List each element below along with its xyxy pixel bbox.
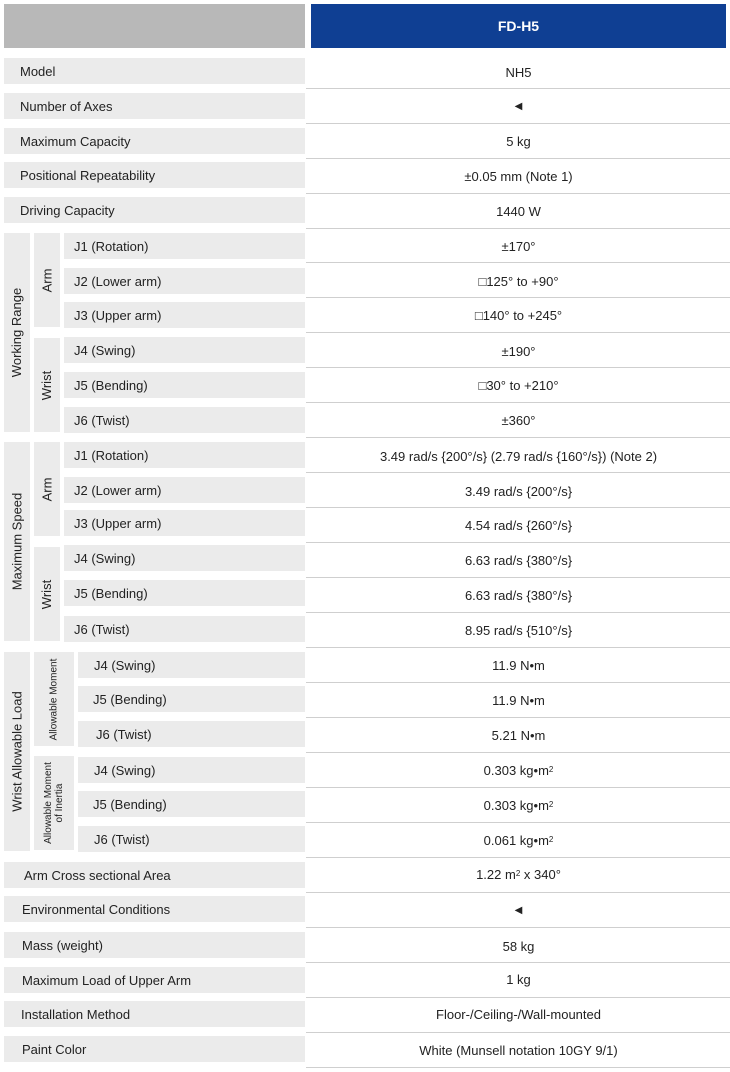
divider [306,822,730,823]
divider [306,297,730,298]
divider [306,158,730,159]
working-range-j5: □30° to +210° [478,377,559,393]
divider [306,927,730,928]
divider [306,997,730,998]
subgroup-allowable-moment-of-inertia: Allowable Moment of Inertia [34,756,74,850]
maximum-speed-j4: 6.63 rad/s {380°/s} [464,552,573,568]
row-value-paint-color: White (Munsell notation 10GY 9/1) [419,1042,618,1058]
axis-label-j5: J5 (Bending) [64,372,305,398]
working-range-j6: ±360° [501,412,536,428]
model-column-header: FD-H5 [311,4,726,48]
divider [306,577,730,578]
axis-label-j6: J6 (Twist) [64,616,305,642]
axis-label-j6: J6 (Twist) [78,826,305,852]
allowable-moment-j5: 11.9 N•m [492,692,545,708]
divider [306,612,730,613]
axis-label-j4: J4 (Swing) [64,545,305,571]
axis-label-j2: J2 (Lower arm) [64,268,305,294]
inertia-j4: 0.303 kg•m 2 [483,762,554,778]
inertia-j6: 0.061 kg•m 2 [483,832,554,848]
working-range-j3: □140° to +245° [474,307,563,323]
row-label-positional-repeatability: Positional Repeatability [4,162,305,188]
divider [306,682,730,683]
axis-label-j5: J5 (Bending) [78,791,305,817]
group-working-range: Working Range [4,233,30,432]
row-label-mass: Mass (weight) [4,932,305,958]
row-value-maximum-capacity: 5 kg [506,133,531,149]
working-range-j2: □125° to +90° [478,273,559,289]
maximum-speed-j2: 3.49 rad/s {200°/s} [464,483,573,499]
axis-label-j3: J3 (Upper arm) [64,302,305,328]
maximum-speed-j1: 3.49 rad/s {200°/s} (2.79 rad/s {160°/s}) (Note 2) [379,448,658,464]
header-label-cell [4,4,305,48]
subgroup-arm: Arm [34,442,60,536]
row-label-installation-method: Installation Method [4,1001,305,1027]
row-value-number-of-axes: ◀ [514,100,523,112]
axis-label-j4: J4 (Swing) [64,337,305,363]
row-label-maximum-capacity: Maximum Capacity [4,128,305,154]
row-value-positional-repeatability: ±0.05 mm (Note 1) [464,168,573,184]
divider [306,193,730,194]
subgroup-arm: Arm [34,233,60,327]
inertia-j5: 0.303 kg•m 2 [483,797,554,813]
allowable-moment-j4: 11.9 N•m [492,657,545,673]
row-label-driving-capacity: Driving Capacity [4,197,305,223]
divider [306,752,730,753]
divider [306,1067,730,1068]
subgroup-wrist: Wrist [34,547,60,641]
row-label-number-of-axes: Number of Axes [4,93,305,119]
divider [306,437,730,438]
row-label-arm-cross-sectional-area: Arm Cross sectional Area [4,862,305,888]
row-value-environmental-conditions: ◀ [514,904,523,916]
group-maximum-speed: Maximum Speed [4,442,30,641]
subgroup-wrist: Wrist [34,338,60,432]
axis-label-j6: J6 (Twist) [64,407,305,433]
maximum-speed-j5: 6.63 rad/s {380°/s} [464,587,573,603]
divider [306,892,730,893]
row-label-model: Model [4,58,305,84]
row-label-environmental-conditions: Environmental Conditions [4,896,305,922]
axis-label-j3: J3 (Upper arm) [64,510,305,536]
divider [306,332,730,333]
axis-label-j4: J4 (Swing) [78,757,305,783]
row-label-paint-color: Paint Color [4,1036,305,1062]
axis-label-j4: J4 (Swing) [78,652,305,678]
row-value-arm-cross-sectional-area: 1.22 m 2 x 340° [476,866,561,882]
divider [306,542,730,543]
divider [306,647,730,648]
divider [306,228,730,229]
allowable-moment-j6: 5.21 N•m [491,727,546,743]
maximum-speed-j6: 8.95 rad/s {510°/s} [464,622,573,638]
divider [306,367,730,368]
axis-label-j1: J1 (Rotation) [64,442,305,468]
group-wrist-allowable-load: Wrist Allowable Load [4,652,30,851]
row-value-mass: 58 kg [502,938,535,954]
row-label-maximum-load-upper-arm: Maximum Load of Upper Arm [4,967,305,993]
row-value-installation-method: Floor-/Ceiling-/Wall-mounted [436,1006,601,1022]
divider [306,402,730,403]
working-range-j4: ±190° [501,343,536,359]
divider [306,857,730,858]
row-value-model: NH5 [505,64,532,80]
maximum-speed-j3: 4.54 rad/s {260°/s} [464,517,573,533]
divider [306,717,730,718]
axis-label-j1: J1 (Rotation) [64,233,305,259]
axis-label-j5: J5 (Bending) [64,580,305,606]
divider [306,88,730,89]
divider [306,1032,730,1033]
axis-label-j2: J2 (Lower arm) [64,477,305,503]
row-value-driving-capacity: 1440 W [496,203,541,219]
divider [306,787,730,788]
axis-label-j6: J6 (Twist) [78,721,305,747]
divider [306,962,730,963]
row-value-maximum-load-upper-arm: 1 kg [506,971,531,987]
divider [306,507,730,508]
working-range-j1: ±170° [501,238,536,254]
divider [306,262,730,263]
axis-label-j5: J5 (Bending) [78,686,305,712]
subgroup-allowable-moment: Allowable Moment [34,652,74,746]
divider [306,472,730,473]
divider [306,123,730,124]
